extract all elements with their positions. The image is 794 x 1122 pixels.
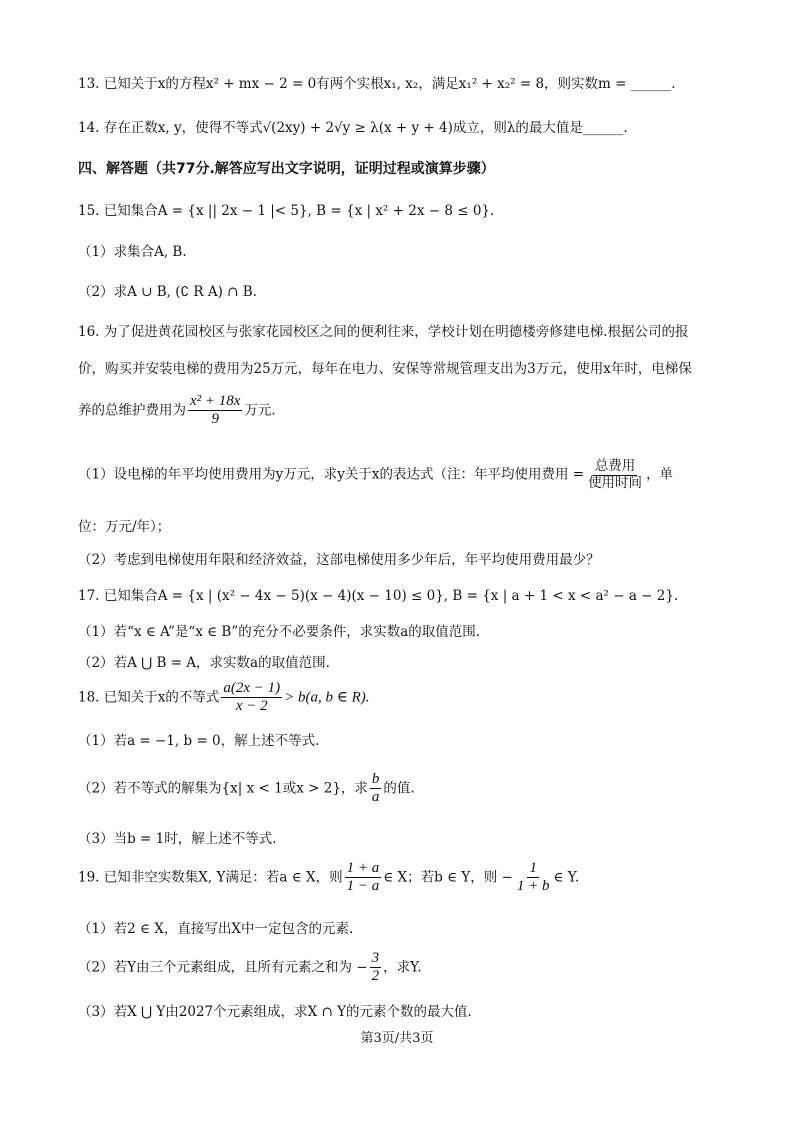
set-x-numerator: 1 + a [345,860,382,878]
inequality-denominator: x − 2 [235,698,268,715]
set-x-fraction [345,860,382,896]
question-17-part-1: （1）若“x ∈ A”是“x ∈ B”的充分不必要条件，求实数a的取值范围. [78,624,481,640]
question-19-tail: ∈ Y. [553,869,580,886]
question-13: 13. 已知关于x的方程x² + mx − 2 = 0有两个实根x₁, x₂，满足x₁² + x₂² = 8，则实数m = ______. [78,76,676,92]
section-heading: 四、解答题（共77分.解答应写出文字说明，证明过程或演算步骤） [78,161,495,177]
question-18-part-3: （3）当b = 1时，解上述不等式. [78,831,277,847]
page-footer: 第3页/共3页 [360,1031,434,1046]
question-18-tail: > b(a, b ∈ R). [284,689,370,706]
question-16-part-2: （2）考虑到电梯使用年限和经济效益，这部电梯使用多少年后，年平均使用费用最少？ [78,552,600,568]
question-18-part-1: （1）若a = −1, b = 0，解上述不等式. [78,733,320,749]
question-19-part-3: （3）若X ⋃ Y由2027个元素组成，求X ∩ Y的元素个数的最大值. [78,1004,472,1020]
set-y-denominator: 1 + b [516,878,550,895]
question-15: 15. 已知集合A = {x || 2x − 1 |< 5}, B = {x | x² + 2x − 8 ≤ 0}. [78,203,495,219]
question-16-part-1-line-2: 位：万元/年）； [78,519,171,535]
question-18-text: 18. 已知关于x的不等式 [78,689,220,706]
set-y-numerator: 1 [527,860,539,878]
question-19-part-2-tail: ，求Y. [383,959,422,976]
question-19 [78,860,734,896]
maintenance-fraction [188,393,242,429]
ratio-numerator: b [370,771,382,789]
maintenance-denominator: 9 [211,411,219,428]
question-19-text: 19. 已知非空实数集X, Y满足：若a ∈ X，则 [78,869,343,886]
question-17: 17. 已知集合A = {x | (x² − 4x − 5)(x − 4)(x − 10) ≤ 0}, B = {x | a + 1 < x < a² − a − 2}. [78,588,679,604]
maintenance-numerator: x² + 18x [188,393,242,411]
inequality-fraction [221,680,282,716]
question-16-line-3-unit: 万元. [244,402,276,419]
question-18-part-2-text: （2）若不等式的解集为{x| x < 1或x > 2}，求 [78,780,368,797]
average-cost-denominator: 使用时间 [588,474,643,491]
question-18-part-2-tail: 的值. [383,780,415,797]
question-16-part-1-tail: ，单 [646,466,674,483]
question-19-part-2 [78,950,734,986]
question-16-part-1 [78,459,734,491]
question-14: 14. 存在正数x, y，使得不等式√(2xy) + 2√y ≥ λ(x + y + 4)成立，则λ的最大值是______. [78,120,628,136]
question-16-line-1: 16. 为了促进黄花园校区与张家花园校区之间的便利往来，学校计划在明德楼旁修建电梯.根据公司的报 [78,324,689,340]
question-15-part-2: （2）求A ∪ B, (∁ R A) ∩ B. [78,284,257,300]
sum-numerator: 3 [370,950,382,968]
set-x-denominator: 1 − a [346,878,380,895]
question-16-line-3-text: 养的总维护费用为 [78,402,186,419]
sum-denominator: 2 [371,968,380,985]
question-18-part-2 [78,771,734,807]
ratio-denominator: a [371,789,380,806]
question-19-part-2-text: （2）若Y由三个元素组成，且所有元素之和为 − [78,959,368,976]
set-y-fraction [515,860,552,896]
question-16-line-3 [78,393,734,429]
average-cost-fraction [586,459,644,491]
inequality-numerator: a(2x − 1) [221,680,282,698]
question-19-middle: ∈ X；若b ∈ Y，则 − [383,869,513,886]
question-18 [78,680,734,716]
question-16-part-1-text: （1）设电梯的年平均使用费用为y万元，求y关于x的表达式（注：年平均使用费用 = [78,466,585,483]
question-17-part-2: （2）若A ⋃ B = A，求实数a的取值范围. [78,655,330,671]
question-15-part-1: （1）求集合A, B. [78,244,187,260]
question-19-part-1: （1）若2 ∈ X，直接写出X中一定包含的元素. [78,921,354,937]
average-cost-numerator: 总费用 [594,458,636,474]
sum-fraction [370,950,382,986]
question-16-line-2: 价，购买并安装电梯的费用为25万元，每年在电力、安保等常规管理支出为3万元，使用x年时，电梯保 [78,361,692,377]
ratio-fraction [370,771,382,807]
